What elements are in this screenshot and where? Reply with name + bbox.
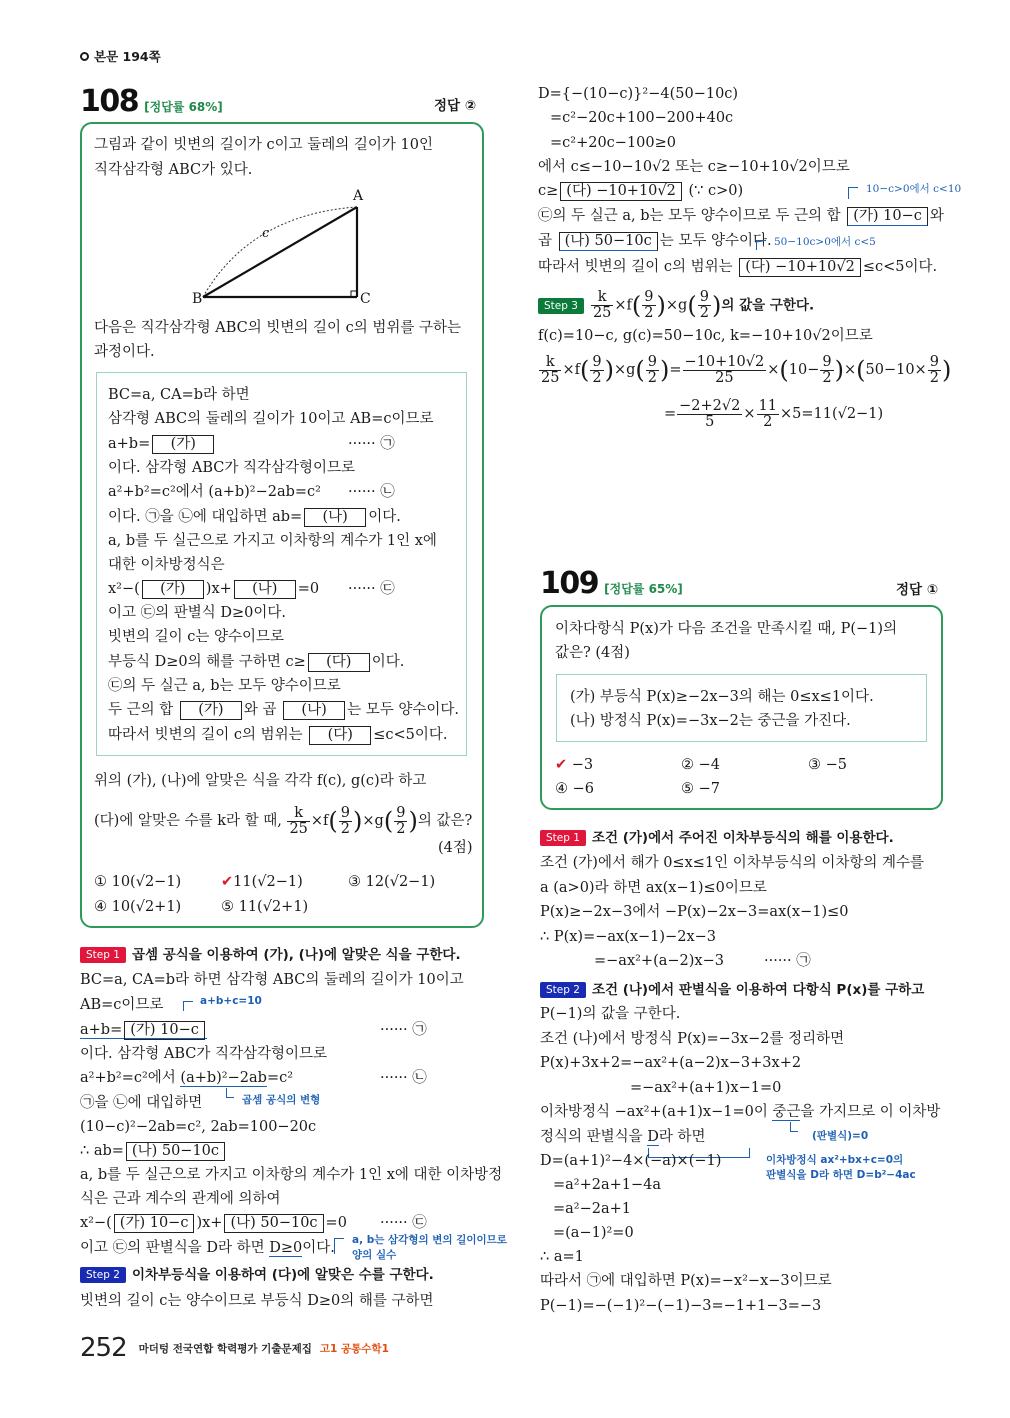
numerator: 9	[340, 804, 351, 821]
math-text: 을 가지므로 이 이차방	[800, 1104, 941, 1120]
solution-line: D={−(10−c)}²−4(50−10c)	[538, 86, 739, 102]
denominator: 2	[929, 369, 939, 386]
fraction	[698, 290, 711, 321]
numerator: k	[287, 806, 309, 822]
fraction	[683, 355, 767, 386]
question-number: 108	[80, 84, 139, 119]
choice-label: ②	[681, 757, 694, 773]
denominator: 2	[763, 413, 773, 430]
book-subtitle: 고1 공통수학1	[319, 1343, 389, 1355]
proof-text: )x+	[205, 581, 232, 597]
denominator: 2	[396, 820, 406, 837]
proof-line	[108, 700, 459, 720]
solution-line: 따라서 ㉠에 대입하면 P(x)=−x²−x−3이므로	[540, 1273, 832, 1289]
math-text: 와	[929, 208, 944, 224]
q109-choice-3[interactable]	[808, 755, 847, 775]
proof-line: 이고 ㉢의 판별식 D≥0이다.	[108, 605, 286, 621]
annotation-arrow-icon	[790, 1122, 798, 1132]
choice-text: 12(√2−1)	[365, 874, 436, 890]
math-text: ×g	[362, 813, 384, 829]
math-text: =c²	[266, 1070, 294, 1086]
annotation-arrow-icon	[756, 240, 766, 250]
checkmark-icon: ✔	[555, 757, 568, 773]
numerator: 9	[644, 289, 654, 305]
denominator: 2	[592, 369, 602, 386]
math-text: D≥0	[269, 1240, 303, 1256]
vertex-c-label: C	[360, 291, 371, 307]
step-badge: Step 2	[540, 982, 586, 998]
q109-choice-4[interactable]	[555, 779, 594, 799]
denominator: 25	[592, 305, 612, 321]
equation-mark: ······ ㉠	[380, 1022, 427, 1038]
equation-mark: ······ ㉢	[348, 581, 395, 597]
solution-line	[538, 257, 937, 277]
note-line: 이차방정식 ax²+bx+c=0의	[766, 1154, 904, 1166]
math-text: x²−(	[80, 1215, 112, 1231]
solution-line: =a²+2a+1−4a	[553, 1177, 662, 1193]
solution-line	[538, 206, 944, 226]
numerator: k	[539, 355, 561, 371]
annotation-note	[352, 1233, 507, 1263]
q109-answer: 정답 ①	[896, 582, 939, 598]
page-footer	[80, 1333, 389, 1363]
math-text: (∵ c>0)	[688, 183, 744, 199]
choice-text: 10(√2+1)	[111, 899, 182, 915]
q108-question-line: 위의 (가), (나)에 알맞은 식을 각각 f(c), g(c)라 하고	[94, 773, 427, 789]
fraction	[646, 355, 659, 386]
solution-line	[80, 1213, 347, 1233]
choice-label: ③	[808, 757, 821, 773]
math-text: ㉢의 두 실근 a, b는 모두 양수이므로 두 근의 합	[538, 208, 841, 224]
note-line: 판별식을 D라 하면 D=b²−4ac	[766, 1169, 916, 1181]
step-title: 조건 (나)에서 판별식을 이용하여 다항식 P(x)를 구하고	[591, 982, 925, 998]
solution-line: =−ax²+(a+1)x−1=0	[630, 1080, 782, 1096]
solution-line	[80, 1068, 293, 1088]
choice-label: ④	[94, 899, 107, 915]
page-number: 252	[80, 1333, 127, 1363]
solution-line: a (a>0)라 하면 ax(x−1)≤0이므로	[540, 880, 767, 896]
annotation-note	[766, 1153, 916, 1183]
numerator: 9	[396, 804, 406, 821]
condition-na: (나) 방정식 P(x)=−3x−2는 중근을 가진다.	[570, 713, 851, 729]
math-text: 이차방정식 −ax²+(a+1)x−1=0이	[540, 1104, 768, 1120]
proof-text: 이다.	[368, 509, 401, 525]
math-text: a²+b²=c²에서	[80, 1070, 176, 1086]
q108-intro-line: 과정이다.	[94, 344, 155, 360]
note-line: 양의 실수	[352, 1249, 397, 1261]
annotation-arrow-icon	[226, 1088, 234, 1098]
denominator: 2	[340, 820, 351, 837]
step-badge: Step 3	[538, 298, 584, 314]
denominator: 25	[715, 369, 734, 386]
answer-box-na: (나) 50−10c	[126, 1142, 225, 1161]
proof-text: 따라서 빗변의 길이 c의 범위는	[108, 727, 303, 743]
q108-answer: 정답 ②	[434, 98, 477, 114]
denominator: 2	[699, 305, 709, 321]
solution-line: BC=a, CA=b라 하면 삼각형 ABC의 둘레의 길이가 10이고	[80, 972, 464, 988]
equation-mark: ······ ㉠	[348, 436, 395, 452]
math-text: 50−10×	[865, 362, 927, 378]
math-text: 따라서 빗변의 길이 c의 범위는	[538, 259, 733, 275]
q109-choice-5[interactable]	[681, 779, 720, 799]
fraction	[339, 806, 352, 837]
hypotenuse-label: c	[262, 226, 270, 241]
annotation-note: a+b+c=10	[200, 995, 262, 1007]
proof-text: 이다. ㉠을 ㉡에 대입하면 ab=	[108, 509, 303, 525]
equation-mark: ······ ㉡	[348, 484, 395, 500]
q109-header	[540, 566, 683, 601]
fraction	[677, 399, 742, 430]
math-text: 중근	[772, 1104, 801, 1120]
proof-line: 대한 이차방정식은	[108, 557, 225, 573]
annotation-note: 곱셈 공식의 변형	[242, 1094, 321, 1106]
correct-rate: [정답률 68%]	[144, 100, 223, 114]
choice-text: 11(√2+1)	[238, 899, 309, 915]
blank-da: (다)	[309, 726, 371, 745]
solution-line	[538, 181, 743, 201]
note-line: a, b는 삼각형의 변의 길이이므로	[352, 1234, 507, 1246]
solution-line: ∴ P(x)=−ax(x−1)−2x−3	[540, 929, 716, 945]
choice-text: −6	[572, 781, 594, 797]
solution-line	[540, 1127, 706, 1147]
question-number: 109	[540, 566, 599, 601]
solution-line: P(−1)=−(−1)²−(−1)−3=−1+1−3=−3	[540, 1298, 822, 1314]
step-badge: Step 2	[80, 1267, 126, 1283]
solution-line	[538, 231, 772, 251]
math-text: a+b=	[80, 1022, 123, 1038]
q108-stem-line: 직각삼각형 ABC가 있다.	[94, 162, 253, 178]
q108-choice-2[interactable]	[221, 872, 303, 892]
checkmark-icon: ✔	[221, 874, 234, 890]
solution-line: D=(a+1)²−4×(−a)×(−1)	[540, 1153, 722, 1169]
q108-stem-line: 그림과 같이 빗변의 길이가 c이고 둘레의 길이가 10인	[94, 137, 433, 153]
solution-line: ㉠을 ㉡에 대입하면	[80, 1095, 203, 1111]
choice-label: ③	[348, 874, 361, 890]
proof-line: a²+b²=c²에서 (a+b)²−2ab=c²	[108, 484, 321, 500]
fraction	[539, 355, 561, 386]
q109-condition-box	[556, 674, 927, 742]
numerator: 9	[929, 353, 939, 370]
math-text: 이다.	[302, 1240, 335, 1256]
answer-box-ga: (가) 10−c	[114, 1214, 195, 1233]
fraction	[928, 355, 941, 386]
q108-choice-4[interactable]	[94, 897, 181, 917]
fraction	[591, 290, 613, 321]
numerator: k	[591, 290, 613, 306]
solution-line: =(a−1)²=0	[553, 1225, 634, 1241]
solution-line: 에서 c≤−10−10√2 또는 c≥−10+10√2이므로	[538, 159, 850, 175]
math-text: )x+	[196, 1215, 223, 1231]
q108-step3-heading: Step 3 $\frac{k}{25}$ ×f( $\frac{9}{2}$ )×g( $\frac{9}{2}$ )의 값을 구한다.	[538, 290, 814, 321]
q108-choice-5[interactable]	[221, 897, 308, 917]
choice-text: −7	[698, 781, 720, 797]
choice-text: −4	[698, 757, 720, 773]
q108-question-line: (다)에 알맞은 수를 k라 할 때, $\frac{k}{25}$ ×f( $\frac{9}{2}$ )×g( $\frac{9}{2}$ )의 값은?	[94, 804, 473, 837]
fraction	[394, 806, 407, 837]
math-text: 는 모두 양수이다.	[659, 233, 772, 249]
math-text: =0	[325, 1215, 347, 1231]
denominator: 5	[705, 413, 715, 430]
q109-step1-heading	[540, 828, 894, 848]
solution-line: AB=c이므로	[80, 997, 164, 1013]
math-text: ≤c<5이다.	[862, 259, 938, 275]
q108-choice-1[interactable]	[94, 872, 181, 892]
q109-step2-heading	[540, 980, 924, 1000]
numerator: 11	[758, 397, 777, 414]
fraction	[287, 806, 309, 837]
solution-line	[540, 1102, 940, 1122]
proof-line	[108, 434, 216, 454]
step-title: 곱셈 공식을 이용하여 (가), (나)에 알맞은 식을 구한다.	[131, 947, 461, 963]
page-reference	[80, 47, 161, 65]
solution-line: a, b를 두 실근으로 가지고 이차항의 계수가 1인 x에 대한 이차방정	[80, 1167, 503, 1183]
denominator: 2	[822, 369, 832, 386]
fraction	[820, 355, 833, 386]
condition-ga: (가) 부등식 P(x)≥−2x−3의 해는 0≤x≤1이다.	[570, 689, 874, 705]
denominator: 2	[647, 369, 658, 386]
answer-box-da: (다) −10+10√2	[560, 182, 682, 201]
math-text: 10−	[788, 362, 820, 378]
q108-step1-heading	[80, 945, 461, 965]
choice-text: −3	[571, 757, 594, 773]
solution-line: 빗변의 길이 c는 양수이므로 부등식 D≥0의 해를 구하면	[80, 1293, 434, 1309]
blank-ga: (가)	[142, 580, 204, 599]
solution-line	[80, 1141, 227, 1161]
math-text: ×f	[614, 297, 632, 314]
blank-ga: (가)	[180, 701, 242, 720]
blank-ga: (가)	[152, 435, 214, 454]
vertex-b-label: B	[192, 291, 203, 307]
denominator: 25	[289, 820, 308, 837]
fraction	[642, 290, 655, 321]
math-text: ×5=11(√2−1)	[779, 406, 884, 422]
fraction	[757, 399, 779, 430]
math-text: 이고 ㉢의 판별식을 D라 하면	[80, 1240, 265, 1256]
solution-line: 조건 (가)에서 해가 0≤x≤1인 이차부등식의 이차항의 계수를	[540, 855, 925, 871]
proof-text: =0	[297, 581, 320, 597]
choice-label: ⑤	[221, 899, 234, 915]
step-title: 조건 (가)에서 주어진 이차부등식의 해를 이용한다.	[591, 830, 894, 846]
solution-line: P(x)≥−2x−3에서 −P(x)−2x−3=ax(x−1)≤0	[540, 904, 849, 920]
choice-text: 11(√2−1)	[233, 874, 303, 890]
proof-line: ㉢의 두 실근 a, b는 모두 양수이므로	[108, 678, 341, 694]
solution-line: ∴ a=1	[540, 1249, 584, 1265]
math-text: ×g	[665, 297, 688, 314]
circle-bullet-icon	[80, 52, 89, 61]
q109-stem-line: 값은? (4점)	[555, 645, 630, 661]
vertex-a-label: A	[353, 188, 364, 204]
solution-line: =−ax²+(a−2)x−3	[594, 953, 724, 969]
q109-stem-line: 이차다항식 P(x)가 다음 조건을 만족시킬 때, P(−1)의	[555, 621, 898, 637]
solution-line	[80, 1238, 335, 1258]
numerator: 9	[822, 353, 832, 370]
answer-box-na: (나) 50−10c	[559, 232, 658, 251]
solution-line: $\frac{k}{25}$ ×f( $\frac{9}{2}$ )×g( $\frac{9}{2}$ )= $\frac{-10+10√2}{25}$ ×(10− $\frac{9}{2}$ )×(50−10× $\frac{9}{2}$ )	[541, 353, 952, 386]
fraction	[590, 355, 603, 386]
q108-intro-line: 다음은 직각삼각형 ABC의 빗변의 길이 c의 범위를 구하는	[94, 320, 462, 336]
q108-step2-heading	[80, 1265, 434, 1285]
correct-rate: [정답률 65%]	[604, 582, 683, 596]
q108-header	[80, 84, 223, 119]
math-text: 의 값은?	[417, 813, 473, 829]
math-text: ×g	[613, 362, 636, 378]
math-text: ×f	[562, 362, 580, 378]
choice-text: −5	[825, 757, 847, 773]
choice-label: ①	[94, 874, 107, 890]
question-text: (다)에 알맞은 수를 k라 할 때,	[94, 813, 282, 829]
answer-box-na: (나) 50−10c	[224, 1214, 323, 1233]
annotation-note: (판별식)=0	[812, 1130, 869, 1142]
book-title: 마더텅 전국연합 학력평가 기출문제집	[138, 1343, 312, 1355]
numerator: −2+2√2	[679, 397, 741, 414]
proof-text: 와 곱	[243, 702, 277, 718]
math-text: ∴ ab=	[80, 1143, 124, 1159]
proof-line	[108, 652, 404, 672]
q109-choice-1[interactable]	[555, 755, 593, 775]
step-badge: Step 1	[540, 830, 586, 846]
proof-text: 이다.	[371, 654, 405, 670]
proof-line: 이다. 삼각형 ABC가 직각삼각형이므로	[108, 460, 356, 476]
proof-text: 두 근의 합	[108, 702, 174, 718]
math-text: 정식의 판별식을	[540, 1129, 643, 1145]
solution-line: = $\frac{-2+2√2}{5}$ × $\frac{11}{2}$ ×5=11(√2−1)	[664, 397, 884, 430]
blank-da: (다)	[308, 653, 370, 672]
proof-line	[108, 725, 448, 745]
blank-na: (나)	[304, 508, 366, 527]
annotation-note: 10−c>0에서 c<10	[866, 183, 962, 195]
annotation-arrow-icon	[334, 1238, 344, 1254]
equation-mark: ······ ㉡	[380, 1070, 427, 1086]
solution-line: 이다. 삼각형 ABC가 직각삼각형이므로	[80, 1046, 328, 1062]
blank-na: (나)	[283, 701, 345, 720]
proof-line	[108, 507, 401, 527]
math-text: D	[647, 1129, 659, 1145]
proof-line: 삼각형 ABC의 둘레의 길이가 10이고 AB=c이므로	[108, 411, 434, 427]
annotation-arrow-icon	[848, 187, 858, 199]
reference-text: 본문 194쪽	[94, 49, 161, 64]
solution-line: P(x)+3x+2=−ax²+(a−2)x−3+3x+2	[540, 1055, 802, 1071]
q108-points: (4점)	[438, 840, 473, 856]
proof-text: 부등식 D≥0의 해를 구하면 c≥	[108, 654, 306, 670]
blank-na: (나)	[234, 580, 296, 599]
choice-label: ⑤	[681, 781, 694, 797]
step-title: 의 값을 구한다.	[721, 297, 815, 314]
choice-label: ④	[555, 781, 568, 797]
denominator: 2	[644, 305, 654, 321]
solution-line	[80, 1020, 207, 1040]
equation-mark: ······ ㉠	[764, 953, 811, 969]
answer-box-ga: (가) 10−c	[124, 1021, 205, 1040]
proof-text: a+b=	[108, 436, 151, 452]
q108-choice-3[interactable]	[348, 872, 435, 892]
proof-text: ≤c<5이다.	[373, 727, 448, 743]
denominator: 25	[541, 369, 560, 386]
proof-text: x²−(	[108, 581, 140, 597]
proof-line: 빗변의 길이 c는 양수이므로	[108, 629, 285, 645]
proof-line	[108, 579, 319, 599]
math-text: c≥	[538, 183, 559, 199]
annotation-note: 50−10c>0에서 c<5	[774, 236, 876, 248]
numerator: 9	[699, 289, 709, 305]
numerator: 9	[592, 353, 602, 370]
math-text: 곱	[538, 233, 553, 249]
choice-text: 10(√2−1)	[111, 874, 182, 890]
q109-choice-2[interactable]	[681, 755, 720, 775]
solution-line: =c²+20c−100≥0	[550, 135, 677, 151]
proof-text: 는 모두 양수이다.	[347, 702, 459, 718]
math-text: (a+b)²−2ab	[180, 1070, 267, 1086]
proof-line: BC=a, CA=b라 하면	[108, 387, 250, 403]
step-badge: Step 1	[80, 947, 126, 963]
math-text: ×f	[310, 813, 329, 829]
solution-line: f(c)=10−c, g(c)=50−10c, k=−10+10√2이므로	[538, 328, 873, 344]
answer-box-ga: (가) 10−c	[847, 207, 928, 226]
math-text: 라 하면	[658, 1129, 706, 1145]
solution-line: 식은 근과 계수의 관계에 의하여	[80, 1191, 281, 1207]
answer-box-da: (다) −10+10√2	[739, 258, 861, 277]
solution-line: (10−c)²−2ab=c², 2ab=100−20c	[80, 1119, 317, 1135]
equation-mark: ······ ㉢	[380, 1215, 427, 1231]
solution-line: 조건 (나)에서 방정식 P(x)=−3x−2를 정리하면	[540, 1031, 845, 1047]
annotation-arrow-icon	[183, 1001, 193, 1011]
proof-line: a, b를 두 실근으로 가지고 이차항의 계수가 1인 x에	[108, 533, 437, 549]
solution-line: =a²−2a+1	[553, 1201, 632, 1217]
numerator: −10+10√2	[684, 353, 765, 370]
right-triangle-figure	[180, 185, 380, 310]
solution-line: =c²−20c+100−200+40c	[550, 110, 734, 126]
numerator: 9	[647, 353, 658, 370]
step-title-cont: P(−1)의 값을 구한다.	[540, 1006, 681, 1022]
step-title: 이차부등식을 이용하여 (다)에 알맞은 수를 구한다.	[131, 1267, 434, 1283]
